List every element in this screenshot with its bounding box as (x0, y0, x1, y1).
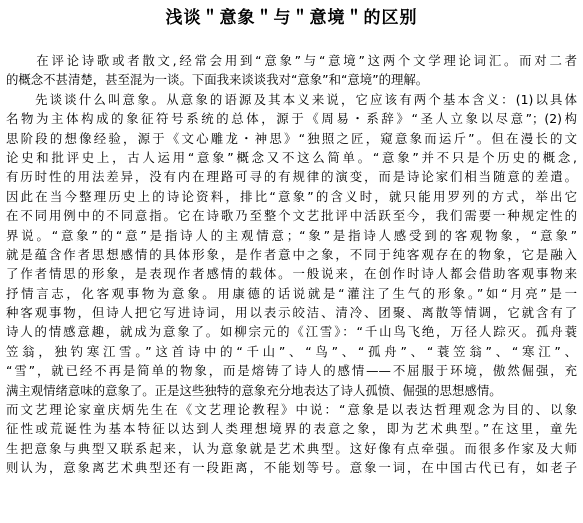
body-line: “雪”，就已经不再是简单的物象，而是熔铸了诗人的感情——不屈服于环境，傲然倔强，充 (6, 363, 577, 379)
body-line: 界说。“意象”的“意”是指诗人的主观情意；“象”是指诗人感受到的客观物象，“意象” (6, 227, 577, 243)
body-line: 抒情言志，化客观事物为意象。用康德的话说就是“灌注了生气的形象。”如“月亮”是一 (6, 285, 577, 301)
body-line: 满主观情绪意味的意象了。正是这些独特的意象充分地表达了诗人孤愤、倔强的思想感情。 (6, 382, 502, 398)
body-line: 思阶段的想像经验，源于《文心雕龙・神思》“独照之匠，窥意象而运斤”。但在漫长的文 (6, 130, 577, 146)
body-line: 则认为，意象离艺术典型还有一段距离，不能划等号。意象一词，在中国古代已有，如老子 (6, 460, 577, 476)
body-line: 因此在当今整理历史上的诗论资料，排比“意象”的含义时，就只能用罗列的方式，举出它 (6, 188, 577, 204)
body-line: 的概念不甚清楚，甚至混为一谈。下面我来谈谈我对“意象”和“意境”的理解。 (6, 72, 429, 88)
body-line: 种客观事物，但诗人把它写进诗词，用以表示皎洁、清冷、团聚、离散等情调，它就含有了 (6, 305, 577, 321)
body-line: 了作者情思的形象，是表现作者感情的载体。一般说来，在创作时诗人都会借助客观事物来 (6, 266, 577, 282)
body-line: 而文艺理论家童庆炳先生在《文艺理论教程》中说：“意象是以表达哲理观念为目的、以象 (6, 402, 577, 418)
body-line: 诗人的情感意趣，就成为意象了。如柳宗元的《江雪》：“千山鸟飞绝，万径人踪灭。孤舟蓑 (6, 324, 577, 340)
body-line: 名物为主体构成的象征符号系统的总体，源于《周易・系辞》“圣人立象以尽意”；(2)构 (6, 111, 577, 127)
body-line: 有历时性的用法差异，没有内在理路可寻的有规律的演变，而是诗论家们相当随意的差遣。 (6, 169, 577, 185)
body-line: 先谈谈什么叫意象。从意象的语源及其本义来说，它应该有两个基本含义：(1)以具体 (6, 91, 577, 107)
body-line: 在不同用例中的不同意指。它在诗歌乃至整个文艺批评中活跃至今，我们需要一种规定性的 (6, 208, 577, 224)
body-line: 就是蕴含作者思想感情的具体形象，是作者意中之象，不同于纯客观存在的物象，它是融入 (6, 246, 577, 262)
body-line: 生把意象与典型又联系起来，认为意象就是艺术典型。这好像有点牵强。而很多作家及大师 (6, 440, 577, 456)
article-body (6, 51, 577, 478)
body-line: 在评论诗歌或者散文,经常会用到“意象”与“意境”这两个文学理论词汇。而对二者 (6, 53, 577, 68)
body-line: 征性或荒诞性为基本特征以达到人类理想境界的表意之象，即为艺术典型。”在这里，童先 (6, 421, 577, 437)
body-line: 笠翁，独钓寒江雪。”这首诗中的“千山”、“鸟”、“孤舟”、“蓑笠翁”、“寒江”、 (6, 343, 577, 359)
body-line: 论史和批评史上，古人运用“意象”概念又不这么简单。“意象”并不只是个历史的概念, (6, 149, 577, 165)
article-title: 浅谈＂意象＂与＂意境＂的区别 (165, 8, 418, 28)
